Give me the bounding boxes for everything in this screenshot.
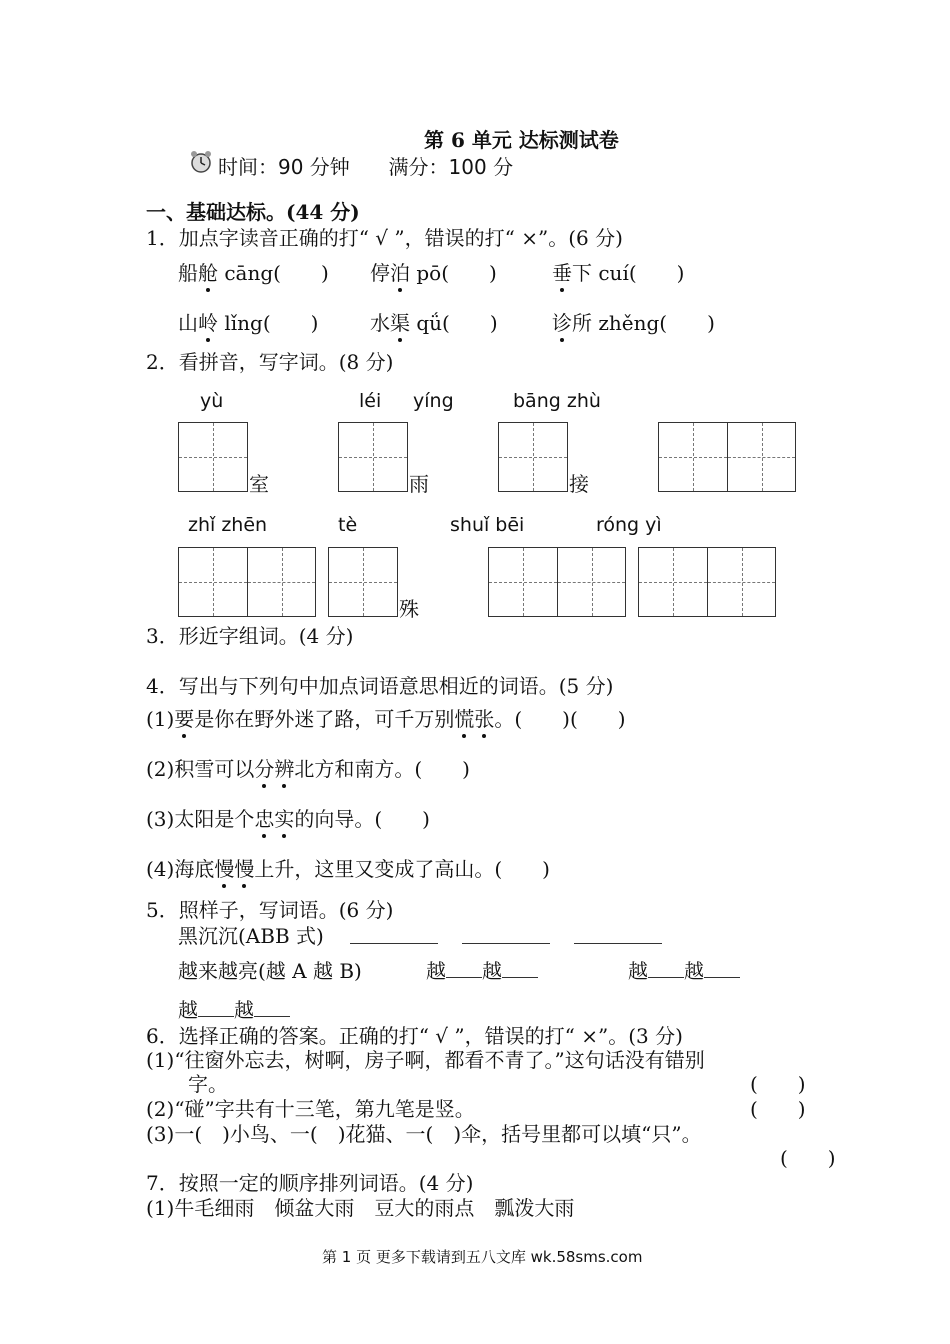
q4-sentence: (2)积雪可以分辨北方和南方。( ) — [146, 757, 470, 781]
q5-example: 越来越亮(越 A 越 B) — [178, 959, 362, 983]
q4-sentence: (1)要是你在野外迷了路，可千万别慌张。( )( ) — [146, 707, 626, 731]
q6-item: 字。 — [188, 1072, 228, 1096]
q5-example: 黑沉沉(ABB 式) — [178, 924, 324, 948]
yue-pattern[interactable]: 越 越 — [628, 958, 740, 984]
q1-item: 船舱 cāng( ) — [178, 261, 329, 285]
writing-grid[interactable] — [638, 547, 776, 617]
yue-pattern[interactable]: 越 越 — [178, 997, 290, 1023]
writing-grid[interactable] — [178, 547, 316, 617]
writing-grid[interactable] — [338, 422, 408, 492]
page-title: 第 6 单元 达标测试卷 — [424, 128, 619, 152]
writing-grid[interactable] — [498, 422, 568, 492]
answer-blank[interactable] — [462, 925, 550, 948]
q4-prompt: 4．写出与下列句中加点词语意思相近的词语。(5 分) — [146, 674, 614, 698]
answer-paren[interactable]: ( ) — [780, 1146, 836, 1170]
pinyin-label: yíng — [413, 390, 454, 412]
time-score-line — [218, 154, 513, 180]
pinyin-label: yù — [200, 390, 224, 412]
answer-paren[interactable]: ( ) — [750, 1097, 806, 1121]
q1-item: 水渠 qǘ( ) — [370, 311, 498, 335]
answer-paren[interactable]: ( ) — [750, 1072, 806, 1096]
pinyin-label: zhǐ zhēn — [188, 514, 268, 536]
pinyin-label: shuǐ bēi — [450, 514, 525, 536]
q4-sentence: (4)海底慢慢上升，这里又变成了高山。( ) — [146, 857, 550, 881]
q6-item: (3)一( )小鸟、一( )花猫、一( )伞，括号里都可以填“只”。 — [146, 1122, 702, 1146]
writing-grid[interactable] — [328, 547, 398, 617]
section-heading: 一、基础达标。(44 分) — [146, 200, 360, 224]
pinyin-label: tè — [338, 514, 358, 536]
grid-suffix: 雨 — [409, 472, 429, 496]
answer-blank[interactable] — [350, 925, 438, 948]
q7-item: (1)牛毛细雨 倾盆大雨 豆大的雨点 瓢泼大雨 — [146, 1196, 575, 1220]
page-footer: 第 1 页 更多下载请到五八文库 wk.58sms.com — [322, 1248, 643, 1266]
writing-grid[interactable] — [658, 422, 796, 492]
grid-suffix: 室 — [249, 472, 269, 496]
q5-prompt: 5．照样子，写词语。(6 分) — [146, 898, 394, 922]
alarm-clock-icon — [189, 150, 213, 174]
q6-item: (2)“碰”字共有十三笔，第九笔是竖。 — [146, 1097, 475, 1121]
pinyin-label: léi — [359, 390, 382, 412]
pinyin-label: róng yì — [596, 514, 662, 536]
score-label: 满分： — [388, 155, 449, 179]
q1-item: 山岭 lǐng( ) — [178, 311, 319, 335]
q1-item: 停泊 pō( ) — [370, 261, 497, 285]
q1-prompt: 1．加点字读音正确的打“ √ ”，错误的打“ ×”。(6 分) — [146, 226, 623, 250]
answer-blank[interactable] — [574, 925, 662, 948]
q3-prompt: 3．形近字组词。(4 分) — [146, 624, 354, 648]
q1-item: 垂下 cuí( ) — [552, 261, 685, 285]
q7-prompt: 7．按照一定的顺序排列词语。(4 分) — [146, 1171, 474, 1195]
q6-item: (1)“往窗外忘去，树啊，房子啊，都看不青了。”这句话没有错别 — [146, 1048, 705, 1072]
grid-suffix: 接 — [569, 472, 589, 496]
yue-pattern[interactable]: 越 越 — [426, 958, 538, 984]
time-value: 90 分钟 — [278, 155, 350, 179]
time-label: 时间： — [218, 155, 278, 179]
score-value: 100 分 — [448, 155, 514, 179]
grid-suffix: 殊 — [399, 597, 419, 621]
pinyin-label: bāng zhù — [513, 390, 601, 412]
writing-grid[interactable] — [178, 422, 248, 492]
q4-sentence: (3)太阳是个忠实的向导。( ) — [146, 807, 430, 831]
q6-prompt: 6．选择正确的答案。正确的打“ √ ”，错误的打“ ×”。(3 分) — [146, 1024, 683, 1048]
writing-grid[interactable] — [488, 547, 626, 617]
q2-prompt: 2．看拼音，写字词。(8 分) — [146, 350, 394, 374]
q1-item: 诊所 zhěng( ) — [552, 311, 715, 335]
